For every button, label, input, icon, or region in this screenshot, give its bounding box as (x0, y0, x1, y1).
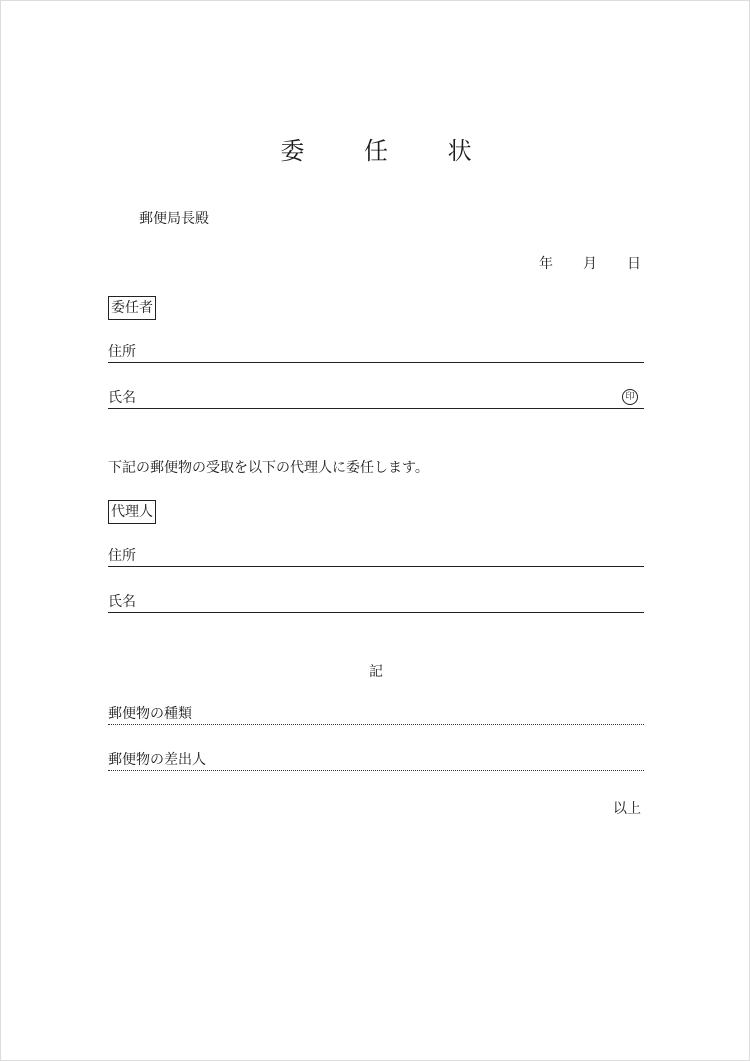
agent-address-label: 住所 (108, 548, 136, 564)
principal-name-label: 氏名 (108, 390, 136, 406)
note-heading: 記 (369, 664, 383, 680)
agent-name-field[interactable] (108, 593, 644, 613)
date-year-label: 年 (539, 256, 553, 272)
date-line (539, 253, 641, 273)
date-day-label: 日 (627, 256, 641, 272)
principal-address-label: 住所 (108, 344, 136, 360)
mail-type-label: 郵便物の種類 (108, 706, 192, 722)
document-title: 委 任 状 (280, 137, 498, 165)
addressee: 郵便局長殿 (139, 211, 209, 227)
closing-text: 以上 (613, 801, 641, 817)
mail-sender-label: 郵便物の差出人 (108, 752, 206, 768)
principal-heading: 委任者 (108, 296, 156, 320)
principal-address-field[interactable] (108, 343, 644, 363)
principal-name-field[interactable] (108, 389, 644, 409)
mail-sender-field[interactable] (108, 751, 644, 771)
date-month-label: 月 (583, 256, 597, 272)
seal-icon: 印 (622, 389, 638, 405)
agent-heading: 代理人 (108, 500, 156, 524)
agent-address-field[interactable] (108, 547, 644, 567)
agent-name-label: 氏名 (108, 594, 136, 610)
delegation-statement: 下記の郵便物の受取を以下の代理人に委任します。 (108, 460, 429, 476)
mail-type-field[interactable] (108, 705, 644, 725)
